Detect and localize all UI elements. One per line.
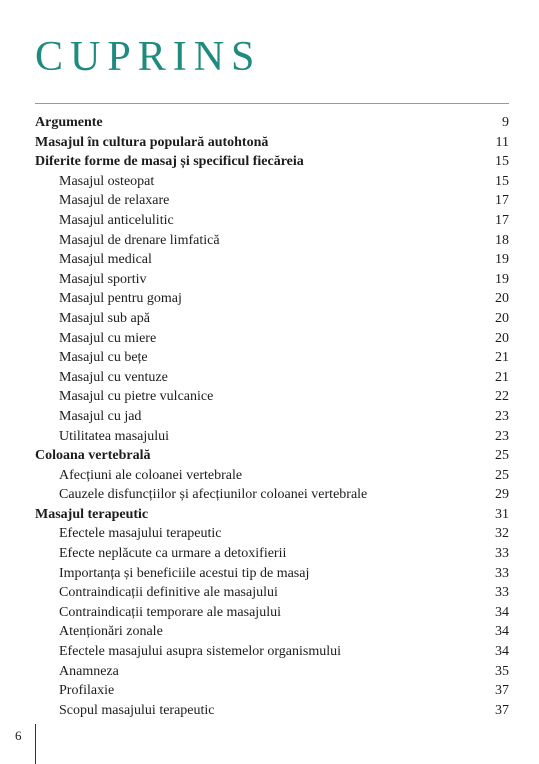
toc-entry-page: 37 [495,702,509,718]
toc-section [35,289,509,309]
toc-entry-label: Scopul masajului terapeutic [59,702,215,718]
toc-entry-page: 20 [495,330,509,346]
toc-chapter [35,133,509,153]
toc-entry-label: Coloana vertebrală [35,448,151,464]
toc-section [35,407,509,427]
toc-section [35,642,509,662]
page-number-divider [35,724,36,764]
toc-entry-label: Masajul anticelulitic [59,212,174,228]
toc-entry-label: Importanța și beneficiile acestui tip de masaj [59,565,310,581]
toc-entry-page: 23 [495,428,509,444]
toc-section [35,309,509,329]
toc-entry-label: Masajul sportiv [59,271,147,287]
toc-entry-page: 21 [495,369,509,385]
toc-section [35,191,509,211]
toc-section [35,466,509,486]
page-title: CUPRINS [35,34,262,80]
toc-chapter [35,113,509,133]
toc-section [35,622,509,642]
toc-section [35,172,509,192]
toc-entry-page: 31 [495,506,509,522]
toc-section [35,427,509,447]
toc-entry-label: Masajul cu ventuze [59,369,168,385]
toc-section [35,368,509,388]
toc-entry-label: Utilitatea masajului [59,428,170,444]
toc-entry-page: 17 [495,212,509,228]
toc-entry-label: Afecțiuni ale coloanei vertebrale [59,467,243,483]
toc-entry-label: Masajul cu jad [59,408,142,424]
toc-section [35,250,509,270]
toc-entry-label: Masajul cu pietre vulcanice [59,389,214,405]
toc-entry-label: Masajul de relaxare [59,193,170,209]
toc-entry-page: 19 [495,252,509,268]
toc-entry-label: Masajul osteopat [59,173,155,189]
toc-entry-page: 34 [495,604,509,620]
toc-section [35,270,509,290]
page-number: 6 [15,728,22,743]
toc-entry-label: Contraindicații definitive ale masajului [59,585,278,601]
toc-entry-page: 32 [495,526,509,542]
toc-entry-label: Anamneza [59,663,119,679]
table-of-contents [35,113,509,720]
toc-entry-page: 20 [495,291,509,307]
toc-entry-label: Contraindicații temporare ale masajului [59,604,281,620]
toc-entry-page: 18 [495,232,509,248]
toc-entry-page: 34 [495,644,509,660]
toc-entry-page: 25 [495,467,509,483]
toc-section [35,348,509,368]
toc-entry-page: 35 [495,663,509,679]
toc-entry-page: 20 [495,310,509,326]
toc-section [35,387,509,407]
toc-entry-page: 9 [502,115,509,130]
toc-section [35,583,509,603]
toc-section [35,564,509,584]
toc-section [35,701,509,721]
toc-entry-page: 17 [495,193,509,209]
toc-entry-page: 11 [495,134,509,150]
toc-entry-label: Efectele masajului asupra sistemelor organismului [59,644,341,660]
toc-entry-page: 29 [495,487,509,503]
toc-section [35,211,509,231]
toc-chapter [35,446,509,466]
toc-entry-page: 37 [495,683,509,699]
toc-entry-label: Argumente [35,115,103,130]
toc-entry-page: 33 [495,585,509,601]
toc-section [35,603,509,623]
toc-section [35,662,509,682]
toc-chapter [35,152,509,172]
toc-entry-page: 15 [495,154,509,170]
toc-entry-label: Diferite forme de masaj și specificul fiecăreia [35,154,304,170]
toc-section [35,544,509,564]
toc-entry-page: 19 [495,271,509,287]
toc-entry-page: 33 [495,565,509,581]
toc-entry-label: Masajul pentru gomaj [59,291,182,307]
toc-entry-page: 33 [495,546,509,562]
toc-entry-label: Masajul medical [59,252,152,268]
toc-section [35,231,509,251]
toc-entry-label: Cauzele disfuncțiilor și afecțiunilor coloanei vertebrale [59,487,368,503]
toc-entry-label: Masajul de drenare limfatică [59,232,220,248]
toc-entry-label: Masajul cu miere [59,330,157,346]
toc-entry-page: 22 [495,389,509,405]
toc-entry-label: Masajul cu bețe [59,350,148,366]
toc-entry-label: Masajul terapeutic [35,506,149,522]
toc-entry-page: 23 [495,408,509,424]
toc-entry-page: 21 [495,350,509,366]
title-divider [35,103,509,104]
toc-entry-label: Efectele masajului terapeutic [59,526,222,542]
toc-entry-page: 34 [495,624,509,640]
toc-entry-label: Atenționări zonale [59,624,163,640]
toc-entry-label: Masajul în cultura populară autohtonă [35,134,269,150]
toc-entry-page: 25 [495,448,509,464]
toc-section [35,681,509,701]
toc-section [35,524,509,544]
toc-entry-label: Masajul sub apă [59,310,150,326]
toc-entry-label: Efecte neplăcute ca urmare a detoxifierii [59,546,287,562]
toc-entry-label: Profilaxie [59,683,115,699]
toc-section [35,485,509,505]
toc-section [35,329,509,349]
toc-entry-page: 15 [495,173,509,189]
toc-chapter [35,505,509,525]
